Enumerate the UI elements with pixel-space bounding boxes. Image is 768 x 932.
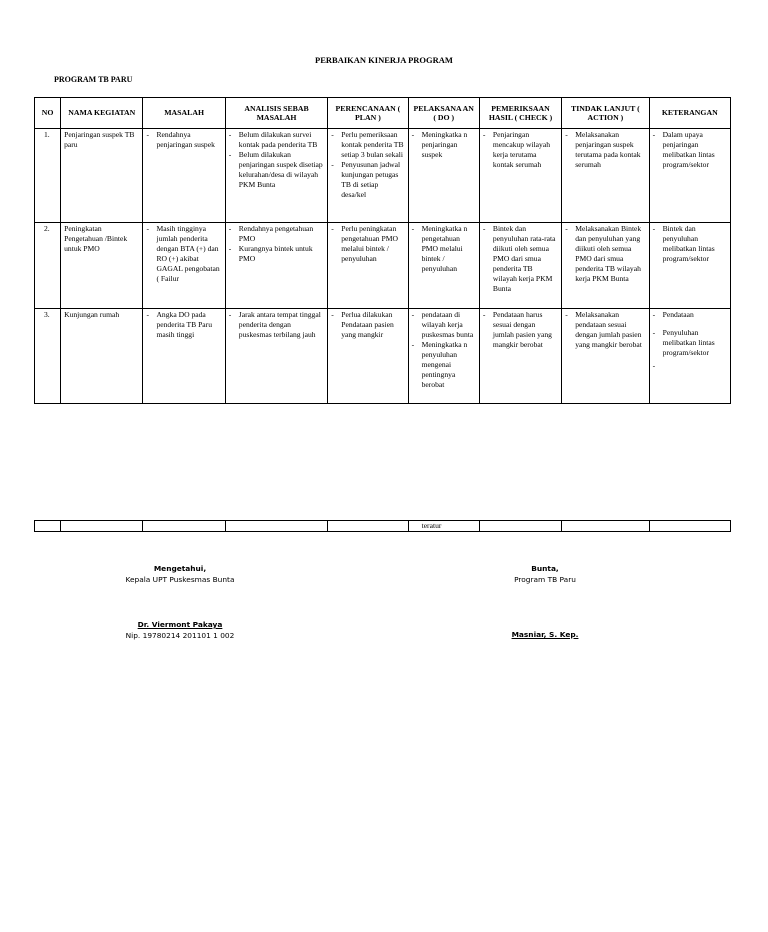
list-item: - Melaksanakan pendataan sesuai dengan jumlah pasien yang mangkir berobat	[565, 310, 645, 350]
empty-cell	[328, 521, 408, 532]
header-do: PELAKSANA AN ( DO )	[408, 98, 479, 129]
empty-cell	[61, 521, 143, 532]
cell-action	[562, 309, 649, 404]
continuation-table	[34, 520, 731, 532]
document-title: PERBAIKAN KINERJA PROGRAM	[315, 55, 453, 65]
list-item: - Bintek dan penyuluhan melibatkan lintas program/sektor	[653, 224, 727, 264]
list-item: - Jarak antara tempat tinggal penderita dengan puskesmas terbilang jauh	[229, 310, 324, 340]
list-item: - Penyuluhan melibatkan lintas program/sektor	[653, 328, 727, 358]
list-item: - Rendahnya pengetahuan PMO	[229, 224, 324, 244]
list-item: - Bintek dan penyuluhan rata-rata diikuti oleh semua PMO dari smua penderita TB wilayah kerja PKM Bunta	[483, 224, 558, 294]
table-row	[35, 129, 731, 223]
empty-cell	[35, 521, 61, 532]
list-item: - Penyusunan jadwal kunjungan petugas TB di setiap desa/kel	[331, 160, 404, 200]
cell-kegiatan: Peningkatan Pengetahuan /Bintek untuk PMO	[61, 223, 143, 309]
cell-masalah	[143, 223, 225, 309]
sig-left-line2: Kepala UPT Puskesmas Bunta	[125, 575, 235, 584]
cell-keterangan	[649, 129, 730, 223]
cell-check	[479, 223, 561, 309]
list-item: - Melaksanakan penjaringan suspek terutama pada kontak serumah	[565, 130, 645, 170]
cell-kegiatan: Kunjungan rumah	[61, 309, 143, 404]
list-item: - Belum dilakukan survei kontak pada penderita TB	[229, 130, 324, 150]
list-item: - Angka DO pada penderita TB Paru masih tinggi	[146, 310, 221, 340]
program-subtitle: PROGRAM TB PARU	[54, 75, 133, 84]
cell-continuation: teratur	[408, 521, 479, 532]
cell-kegiatan: Penjaringan suspek TB paru	[61, 129, 143, 223]
cell-plan	[328, 129, 408, 223]
cell-analisis	[225, 129, 327, 223]
sig-right-line1: Bunta,	[531, 564, 559, 573]
signature-right-name-block	[480, 629, 610, 640]
list-item: - Rendahnya penjaringan suspek	[146, 130, 221, 150]
sig-right-line2: Program TB Paru	[514, 575, 576, 584]
signature-right	[480, 563, 610, 585]
cell-check	[479, 129, 561, 223]
table-row	[35, 309, 731, 404]
header-plan: PERENCANAAN ( PLAN )	[328, 98, 408, 129]
list-item: - Perlu peningkatan pengetahuan PMO melalui bintek / penyuluhan	[331, 224, 404, 264]
list-item: - Pendataan harus sesuai dengan jumlah pasien yang mangkir berobat	[483, 310, 558, 350]
header-no: NO	[35, 98, 61, 129]
cell-no: 1.	[35, 129, 61, 223]
list-item: - Perlu pemeriksaan kontak penderita TB setiap 3 bulan sekali	[331, 130, 404, 160]
list-item: - pendataan di wilayah kerja puskesmas bunta	[412, 310, 476, 340]
cell-plan	[328, 223, 408, 309]
cell-check	[479, 309, 561, 404]
cell-action	[562, 129, 649, 223]
empty-cell	[562, 521, 649, 532]
list-item: - Masih tingginya jumlah penderita dengan BTA (+) dan RO (+) akibat GAGAL pengobatan ( Failur	[146, 224, 221, 284]
list-item: - Melaksanakan Bintek dan penyuluhan yang diikuti oleh semua PMO dari smua penderita TB wilayah kerja PKM Bunta	[565, 224, 645, 284]
sig-left-line1: Mengetahui,	[153, 564, 207, 573]
signature-left	[95, 563, 265, 585]
cell-analisis	[225, 309, 327, 404]
table-header-row	[35, 98, 731, 129]
header-action: TINDAK LANJUT ( ACTION )	[562, 98, 649, 129]
cell-do	[408, 223, 479, 309]
header-analisis: ANALISIS SEBAB MASALAH	[225, 98, 327, 129]
list-item: - Penjaringan mencakup wilayah kerja terutama kontak serumah	[483, 130, 558, 170]
cell-analisis	[225, 223, 327, 309]
cell-do	[408, 129, 479, 223]
list-item: - Perlua dilakukan Pendataan pasien yang mangkir	[331, 310, 404, 340]
cell-keterangan	[649, 309, 730, 404]
performance-table	[34, 97, 731, 404]
cell-masalah	[143, 129, 225, 223]
list-item: - Meningkatka n pengetahuan PMO melalui bintek / penyuluhan	[412, 224, 476, 274]
table-row	[35, 521, 731, 532]
empty-cell	[225, 521, 327, 532]
empty-cell	[479, 521, 561, 532]
empty-cell	[143, 521, 225, 532]
signature-left-name-block	[95, 619, 265, 641]
sig-left-name: Dr. Viermont Pakaya	[137, 620, 223, 629]
list-item: - Belum dilakukan penjaringan suspek disetiap kelurahan/desa di wilayah PKM Bunta	[229, 150, 324, 190]
cell-no: 3.	[35, 309, 61, 404]
sig-left-nip: Nip. 19780214 201101 1 002	[125, 631, 235, 640]
list-item: - Dalam upaya penjaringan melibatkan lintas program/sektor	[653, 130, 727, 170]
list-item: - Kurangnya bintek untuk PMO	[229, 244, 324, 264]
cell-plan	[328, 309, 408, 404]
list-item: - Pendataan	[653, 310, 727, 320]
table-row	[35, 223, 731, 309]
cell-keterangan	[649, 223, 730, 309]
header-kegiatan: NAMA KEGIATAN	[61, 98, 143, 129]
cell-masalah	[143, 309, 225, 404]
list-item: - Meningkatka n penjaringan suspek	[412, 130, 476, 160]
sig-right-name: Masniar, S. Kep.	[511, 630, 579, 639]
header-masalah: MASALAH	[143, 98, 225, 129]
header-keterangan: KETERANGAN	[649, 98, 730, 129]
header-check: PEMERIKSAAN HASIL ( CHECK )	[479, 98, 561, 129]
cell-no: 2.	[35, 223, 61, 309]
cell-action	[562, 223, 649, 309]
cell-do	[408, 309, 479, 404]
empty-cell	[649, 521, 730, 532]
list-item: - Meningkatka n penyuluhan mengenai pentingnya berobat	[412, 340, 476, 390]
